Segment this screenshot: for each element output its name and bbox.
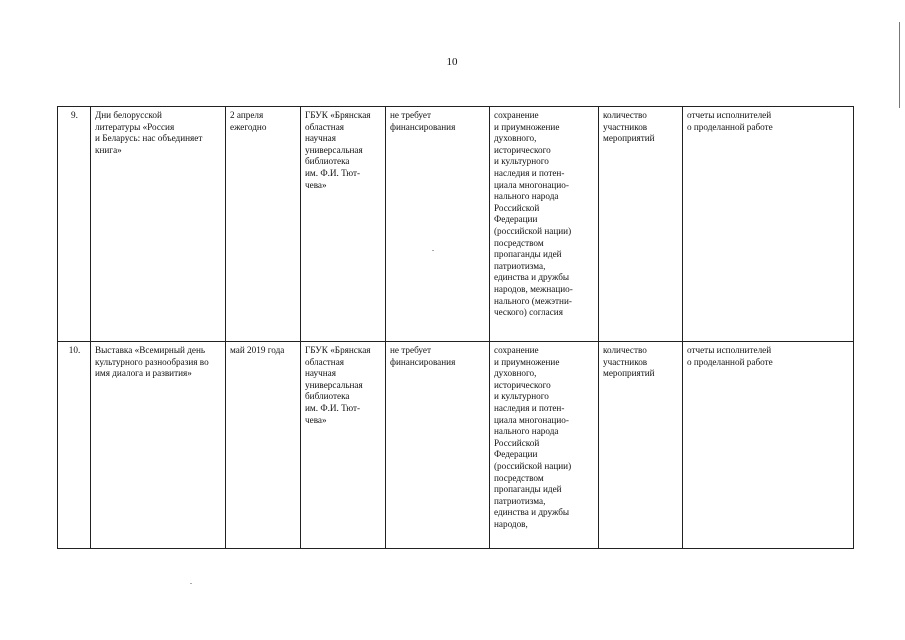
goal-line: посредством	[494, 237, 544, 248]
goal-line: циала многонацио-	[494, 179, 569, 190]
goal-line: Российской	[494, 437, 540, 448]
executor-line: областная	[305, 121, 345, 132]
goal-line: наследия и потен-	[494, 167, 565, 178]
indicator-line: мероприятий	[603, 133, 655, 144]
goal-line: пропаганды идей	[494, 249, 562, 260]
report-line: отчеты исполнителей	[687, 110, 772, 120]
goal-line: посредством	[494, 472, 544, 483]
date-cell	[226, 342, 301, 549]
goal-line: (российской нации)	[494, 460, 572, 471]
indicator-line: количество	[603, 345, 647, 355]
financing-cell	[386, 342, 490, 549]
goal-line: патриотизма,	[494, 495, 546, 506]
report-line: отчеты исполнителей	[687, 345, 772, 355]
goal-line: циала многонацио-	[494, 414, 569, 425]
goal-line: единства и дружбы	[494, 272, 570, 283]
indicator-line: количество	[603, 110, 647, 120]
row-number: 9.	[58, 107, 91, 342]
date-cell	[226, 107, 301, 342]
executor-line: чева»	[305, 179, 327, 190]
executor-line: ГБУК «Брянская	[305, 110, 371, 120]
goal-line: наследия и потен-	[494, 402, 565, 413]
executor-line: универсальная	[305, 144, 363, 155]
row-number: 10.	[58, 342, 91, 549]
report-cell	[683, 107, 854, 342]
report-line: о проделанной работе	[687, 121, 773, 132]
goal-line: ческого) согласия	[494, 307, 563, 318]
report-cell	[683, 342, 854, 549]
event-line: Дни белорусской	[95, 110, 162, 120]
goal-line: и культурного	[494, 391, 549, 402]
financing-line: не требует	[390, 110, 431, 120]
goal-line: нального народа	[494, 191, 559, 202]
executor-line: научная	[305, 368, 336, 379]
goal-cell	[490, 107, 599, 342]
executor-cell	[301, 342, 386, 549]
event-line: литературы «Россия	[95, 121, 175, 132]
goal-line: Федерации	[494, 449, 538, 460]
goal-line: пропаганды идей	[494, 484, 562, 495]
executor-cell	[301, 107, 386, 342]
indicator-line: участников	[603, 356, 648, 367]
scan-edge-line	[899, 22, 900, 108]
date-line: 2 апреля	[230, 110, 264, 120]
goal-line: (российской нации)	[494, 225, 572, 236]
table-row	[58, 342, 854, 549]
table-row	[58, 107, 854, 342]
executor-line: ГБУК «Брянская	[305, 345, 371, 355]
indicator-line: участников	[603, 121, 648, 132]
event-line: и Беларусь: нас объединяет	[95, 133, 203, 144]
goal-line: патриотизма,	[494, 260, 546, 271]
executor-line: им. Ф.И. Тют-	[305, 402, 361, 413]
goal-line: исторического	[494, 379, 551, 390]
financing-cell	[386, 107, 490, 342]
page-number: 10	[446, 56, 458, 68]
goal-line: народов, межнацио-	[494, 283, 573, 294]
indicator-cell	[599, 342, 683, 549]
executor-line: универсальная	[305, 379, 363, 390]
date-line: май 2019 года	[230, 345, 285, 355]
financing-line: финансирования	[390, 121, 456, 132]
report-line: о проделанной работе	[687, 356, 773, 367]
goal-line: и приумножение	[494, 121, 560, 132]
financing-line: не требует	[390, 345, 431, 355]
executor-line: им. Ф.И. Тют-	[305, 167, 361, 178]
event-line: книга»	[95, 144, 122, 155]
goal-line: исторического	[494, 144, 551, 155]
goal-line: нального народа	[494, 426, 559, 437]
goal-line: и приумножение	[494, 356, 560, 367]
executor-line: научная	[305, 133, 336, 144]
financing-line: финансирования	[390, 356, 456, 367]
goal-line: Российской	[494, 202, 540, 213]
goal-line: народов,	[494, 518, 528, 529]
executor-line: библиотека	[305, 391, 350, 402]
goal-line: духовного,	[494, 133, 537, 144]
goal-line: сохранение	[494, 345, 539, 355]
goal-cell	[490, 342, 599, 549]
goal-line: и культурного	[494, 156, 549, 167]
goal-line: духовного,	[494, 368, 537, 379]
goal-line: единства и дружбы	[494, 507, 570, 518]
event-cell	[91, 107, 226, 342]
scan-speck	[190, 583, 192, 584]
indicator-cell	[599, 107, 683, 342]
goal-line: Федерации	[494, 214, 538, 225]
events-plan-table	[57, 106, 854, 549]
goal-line: нального (межэтни-	[494, 295, 572, 306]
goal-line: сохранение	[494, 110, 539, 120]
date-line: ежегодно	[230, 121, 267, 132]
executor-line: чева»	[305, 414, 327, 425]
executor-line: областная	[305, 356, 345, 367]
indicator-line: мероприятий	[603, 368, 655, 379]
executor-line: библиотека	[305, 156, 350, 167]
event-cell: Выставка «Всемирный день культурного разнообразия во имя диалога и развития»	[91, 342, 226, 549]
